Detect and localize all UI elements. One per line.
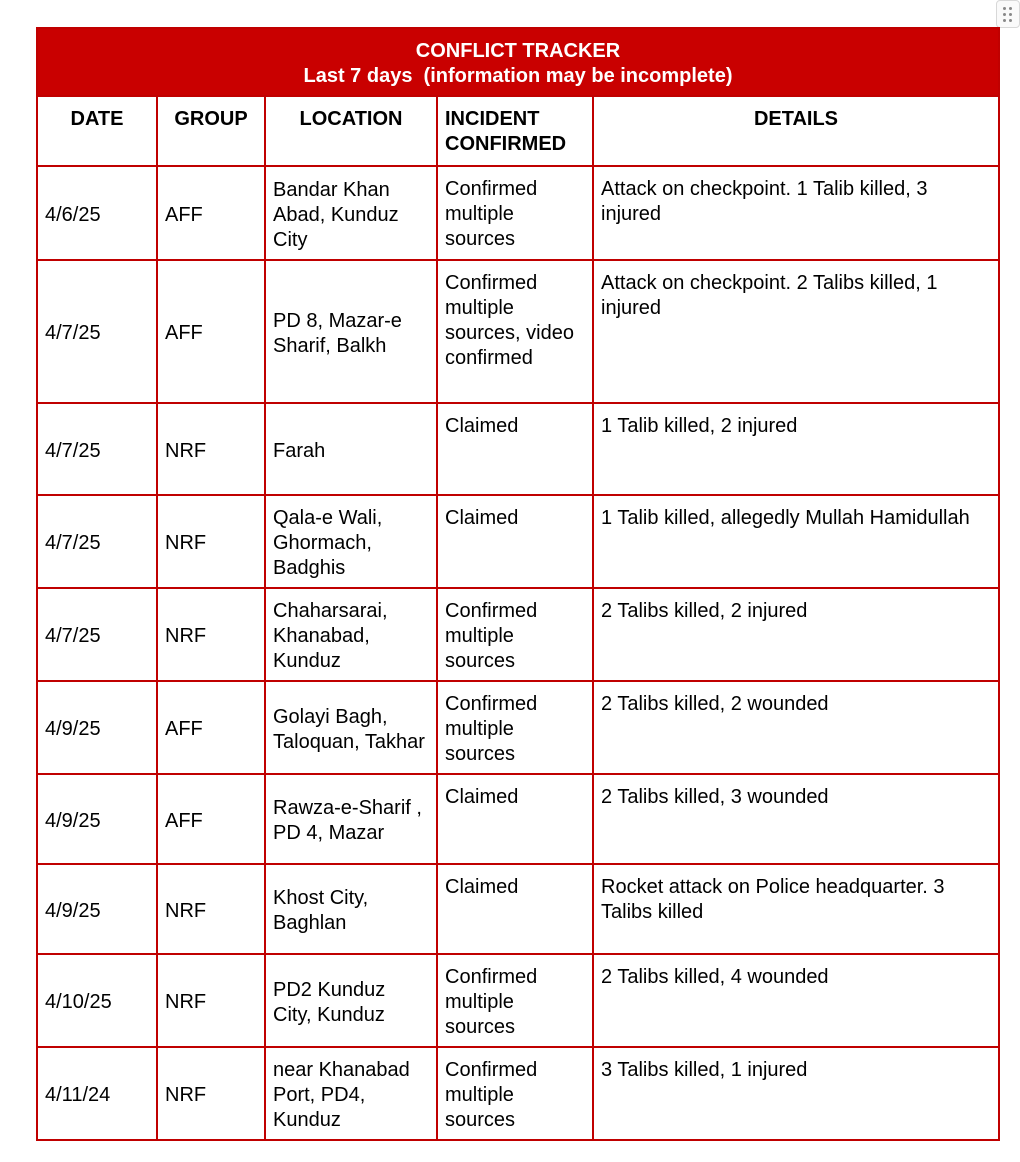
cell-incident-confirmed: Confirmed multiple sources [437,588,593,681]
cell-location: Khost City, Baghlan [265,864,437,954]
column-header-date: DATE [37,96,157,166]
cell-group: AFF [157,774,265,864]
conflict-tracker-table [36,27,1000,1141]
cell-date: 4/9/25 [37,864,157,954]
column-header-location: LOCATION [265,96,437,166]
cell-details: Attack on checkpoint. 2 Talibs killed, 1 injured [593,260,999,403]
cell-location: Bandar Khan Abad, Kunduz City [265,166,437,260]
cell-date: 4/11/24 [37,1047,157,1140]
cell-location: Rawza-e-Sharif , PD 4, Mazar [265,774,437,864]
cell-location: PD2 Kunduz City, Kunduz [265,954,437,1047]
table-row [37,774,999,864]
table-row [37,681,999,774]
cell-details: 1 Talib killed, allegedly Mullah Hamidullah [593,495,999,588]
table-title: CONFLICT TRACKER [415,39,621,62]
cell-date: 4/7/25 [37,260,157,403]
cell-incident-confirmed: Claimed [437,774,593,864]
column-header-group: GROUP [157,96,265,166]
cell-group: NRF [157,588,265,681]
cell-location: Golayi Bagh, Taloquan, Takhar [265,681,437,774]
cell-group: AFF [157,166,265,260]
drag-handle-icon[interactable] [996,0,1020,28]
table-row [37,403,999,495]
cell-details: 2 Talibs killed, 2 injured [593,588,999,681]
cell-group: AFF [157,260,265,403]
cell-incident-confirmed: Confirmed multiple sources, video confirmed [437,260,593,403]
cell-group: NRF [157,495,265,588]
cell-date: 4/7/25 [37,495,157,588]
cell-incident-confirmed: Confirmed multiple sources [437,166,593,260]
cell-group: NRF [157,1047,265,1140]
cell-date: 4/7/25 [37,588,157,681]
cell-incident-confirmed: Claimed [437,403,593,495]
cell-location: Chaharsarai, Khanabad, Kunduz [265,588,437,681]
cell-incident-confirmed: Claimed [437,864,593,954]
cell-details: 2 Talibs killed, 2 wounded [593,681,999,774]
cell-location: PD 8, Mazar-e Sharif, Balkh [265,260,437,403]
cell-details: 3 Talibs killed, 1 injured [593,1047,999,1140]
table-subtitle: Last 7 days (information may be incomplete) [303,64,733,87]
cell-incident-confirmed: Confirmed multiple sources [437,681,593,774]
cell-incident-confirmed: Claimed [437,495,593,588]
cell-date: 4/10/25 [37,954,157,1047]
cell-date: 4/7/25 [37,403,157,495]
cell-details: 2 Talibs killed, 4 wounded [593,954,999,1047]
table-row [37,588,999,681]
cell-details: 1 Talib killed, 2 injured [593,403,999,495]
cell-details: Attack on checkpoint. 1 Talib killed, 3 injured [593,166,999,260]
cell-details: Rocket attack on Police headquarter. 3 Talibs killed [593,864,999,954]
table-row [37,260,999,403]
table-row [37,495,999,588]
cell-incident-confirmed: Confirmed multiple sources [437,954,593,1047]
cell-date: 4/6/25 [37,166,157,260]
cell-location: Qala-e Wali, Ghormach, Badghis [265,495,437,588]
cell-incident-confirmed: Confirmed multiple sources [437,1047,593,1140]
cell-group: NRF [157,954,265,1047]
table-row [37,1047,999,1140]
cell-date: 4/9/25 [37,681,157,774]
column-header-details: DETAILS [593,96,999,166]
cell-group: NRF [157,403,265,495]
table-banner [37,28,999,96]
column-header-incident-confirmed: INCIDENT CONFIRMED [437,96,593,166]
table-row [37,166,999,260]
cell-details: 2 Talibs killed, 3 wounded [593,774,999,864]
cell-date: 4/9/25 [37,774,157,864]
banner-row [37,28,999,96]
cell-group: NRF [157,864,265,954]
cell-group: AFF [157,681,265,774]
table-row [37,954,999,1047]
cell-location: near Khanabad Port, PD4, Kunduz [265,1047,437,1140]
table-row [37,864,999,954]
column-header-row [37,96,999,166]
cell-location: Farah [265,403,437,495]
